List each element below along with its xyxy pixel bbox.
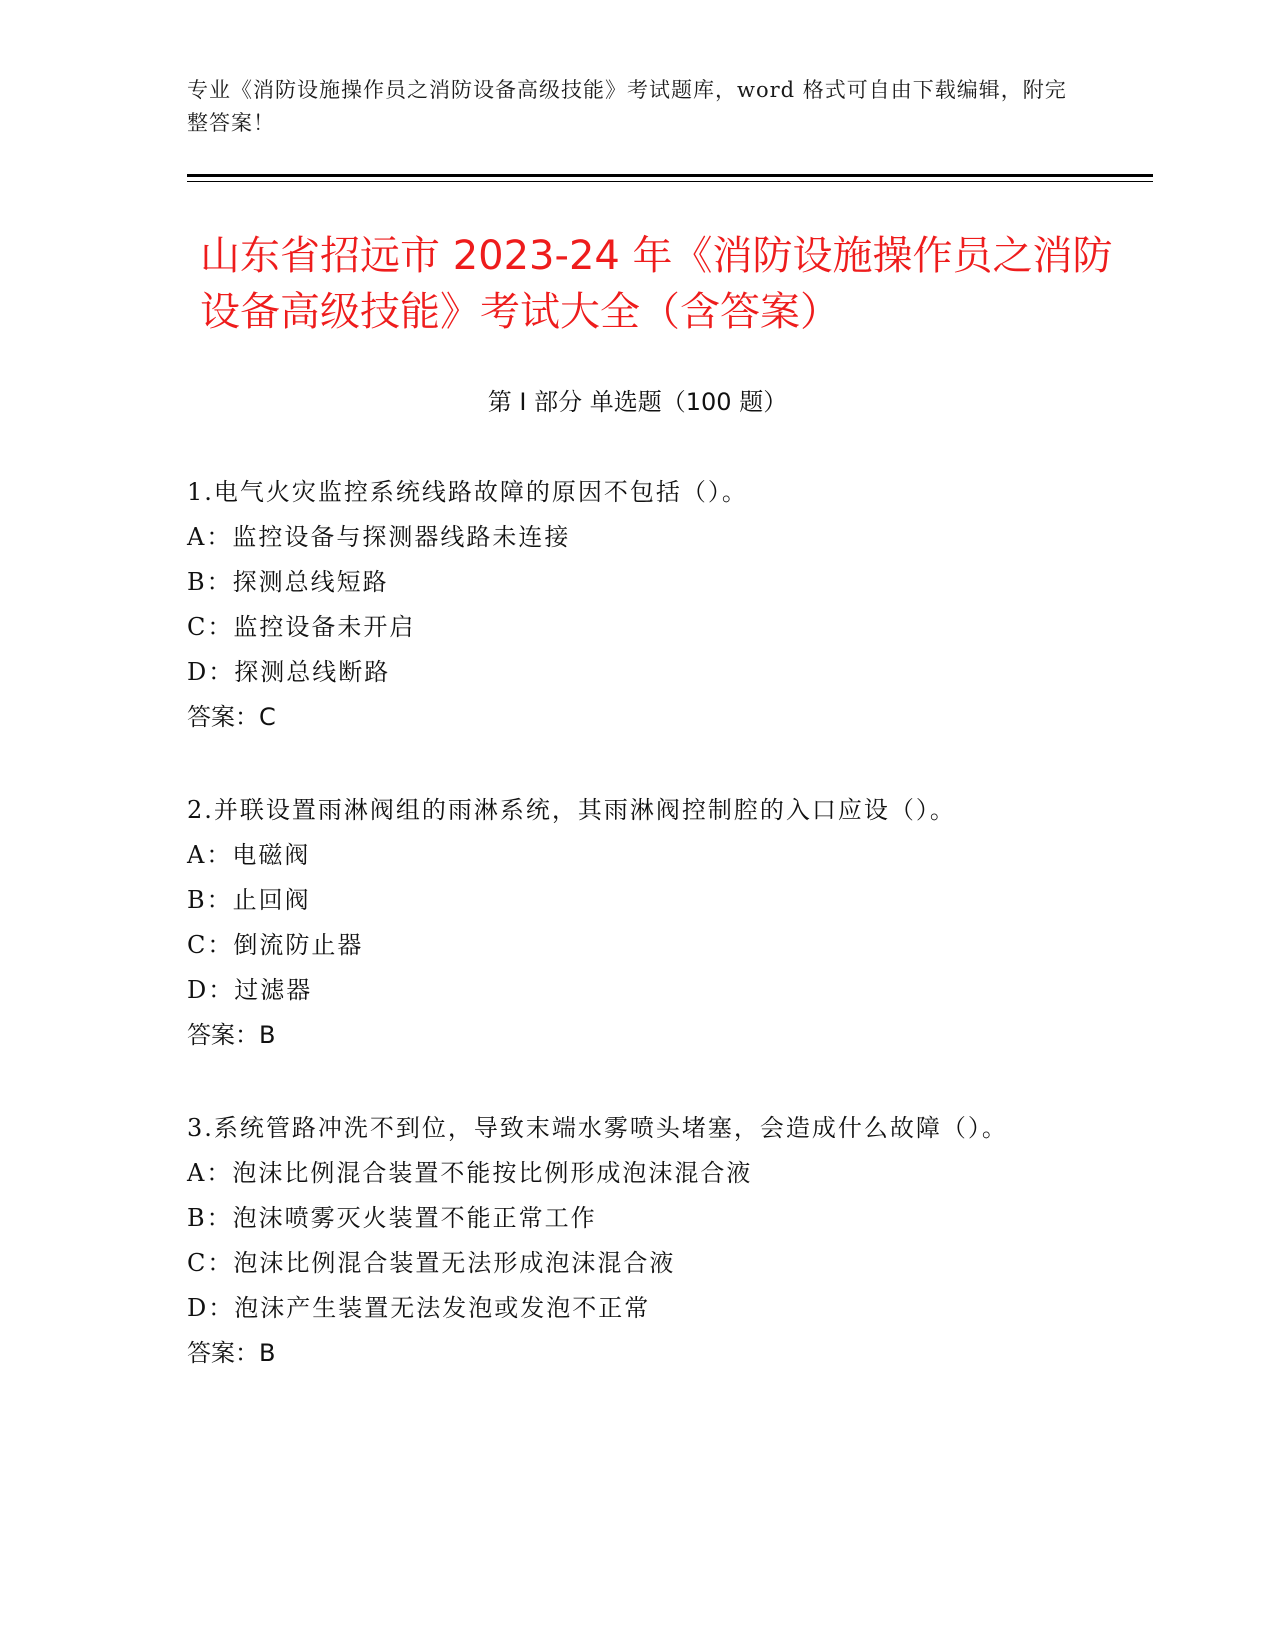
option-a: A：泡沫比例混合装置不能按比例形成泡沫混合液 — [187, 1159, 753, 1187]
option-b: B：止回阀 — [187, 886, 311, 914]
section-heading: 第 I 部分 单选题（100 题） — [487, 388, 788, 416]
option-b: B：探测总线短路 — [187, 568, 389, 596]
question-stem: 1.电气火灾监控系统线路故障的原因不包括（）。 — [187, 478, 748, 506]
question-stem: 2.并联设置雨淋阀组的雨淋系统，其雨淋阀控制腔的入口应设（）。 — [187, 796, 956, 824]
header-divider-thick — [187, 174, 1153, 177]
option-d: D：泡沫产生装置无法发泡或发泡不正常 — [187, 1294, 651, 1322]
option-a: A：监控设备与探测器线路未连接 — [187, 523, 571, 551]
option-c: C：泡沫比例混合装置无法形成泡沫混合液 — [187, 1249, 676, 1277]
answer-line: 答案：B — [187, 1021, 276, 1049]
option-d: D：探测总线断路 — [187, 658, 391, 686]
answer-line: 答案：C — [187, 703, 276, 731]
option-d: D：过滤器 — [187, 976, 313, 1004]
answer-line: 答案：B — [187, 1339, 276, 1367]
question-stem: 3.系统管路冲洗不到位，导致末端水雾喷头堵塞，会造成什么故障（）。 — [187, 1114, 1008, 1142]
question-item — [187, 470, 1067, 740]
option-b: B：泡沫喷雾灭火装置不能正常工作 — [187, 1204, 597, 1232]
header-divider-thin — [187, 181, 1153, 182]
option-c: C：倒流防止器 — [187, 931, 364, 959]
question-list — [187, 470, 1067, 1424]
question-item — [187, 788, 1067, 1058]
option-c: C：监控设备未开启 — [187, 613, 416, 641]
option-a: A：电磁阀 — [187, 841, 311, 869]
question-item — [187, 1106, 1067, 1376]
header-note: 专业《消防设施操作员之消防设备高级技能》考试题库，word 格式可自由下载编辑，附完整答案！ — [187, 78, 1067, 135]
document-title: 山东省招远市 2023-24 年《消防设施操作员之消防设备高级技能》考试大全（含答案） — [200, 233, 1113, 335]
